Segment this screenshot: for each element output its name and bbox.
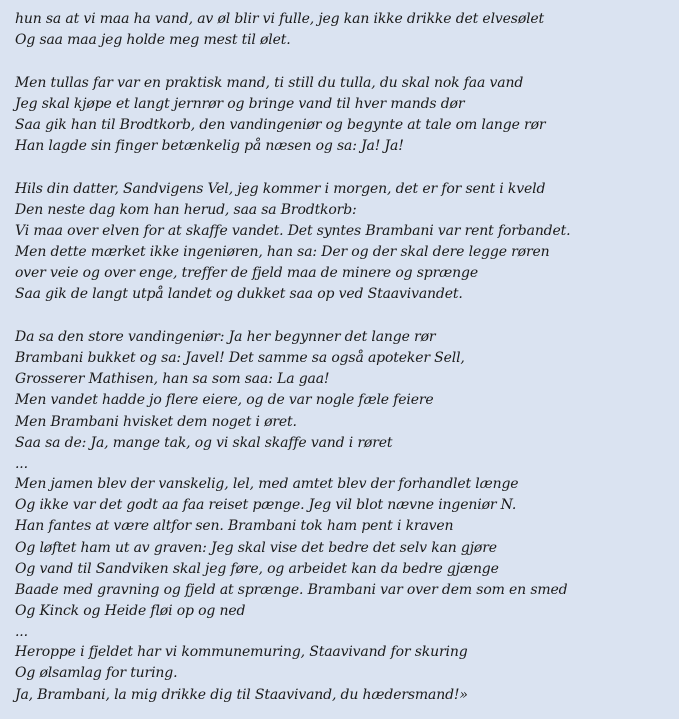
poem-line: Og Kinck og Heide fløi op og ned xyxy=(15,603,246,620)
poem-line: Og ølsamlag for turing. xyxy=(15,665,178,682)
poem-text xyxy=(15,9,670,706)
poem-line: Og løftet ham ut av graven: Jeg skal vise det bedre det selv kan gjøre xyxy=(15,539,497,556)
poem-line: Den neste dag kom han herud, saa sa Brodtkorb: xyxy=(15,201,357,218)
poem-line: Hils din datter, Sandvigens Vel, jeg kommer i morgen, det er for sent i kveld xyxy=(15,180,546,197)
poem-line: over veie og over enge, treffer de fjeld maa de minere og sprænge xyxy=(15,265,478,282)
poem-line: Men Brambani hvisket dem noget i øret. xyxy=(15,413,297,430)
poem-line: Ja, Brambani, la mig drikke dig til Staavivand, du hædersmand!» xyxy=(15,686,468,703)
poem-line: Men dette mærket ikke ingeniøren, han sa: Der og der skal dere legge røren xyxy=(15,244,550,261)
ellipsis-line: ... xyxy=(15,455,28,472)
stanza-gap xyxy=(15,51,670,72)
poem-line: Han fantes at være altfor sen. Brambani tok ham pent i kraven xyxy=(15,518,454,535)
poem-line: Vi maa over elven for at skaffe vandet. Det syntes Brambani var rent forbandet. xyxy=(15,222,571,239)
poem-line: Men vandet hadde jo flere eiere, og de var nogle fæle feiere xyxy=(15,392,434,409)
poem-line: Saa gik han til Brodtkorb, den vandingeniør og begynte at tale om lange rør xyxy=(15,116,546,133)
poem-line: Saa sa de: Ja, mange tak, og vi skal skaffe vand i røret xyxy=(15,434,393,451)
poem-line: Men tullas far var en praktisk mand, ti still du tulla, du skal nok faa vand xyxy=(15,74,524,91)
poem-line: Heroppe i fjeldet har vi kommunemuring, Staavivand for skuring xyxy=(15,644,468,661)
poem-line: Og saa maa jeg holde meg mest til ølet. xyxy=(15,32,291,49)
poem-line: hun sa at vi maa ha vand, av øl blir vi fulle, jeg kan ikke drikke det elvesølet xyxy=(15,11,545,27)
poem-line: Han lagde sin finger betænkelig på næsen og sa: Ja! Ja! xyxy=(15,138,404,155)
poem-line: Grosserer Mathisen, han sa som saa: La gaa! xyxy=(15,371,330,388)
poem-line: Og ikke var det godt aa faa reiset pænge. Jeg vil blot nævne ingeniør N. xyxy=(15,497,517,514)
poem-line: Men jamen blev der vanskelig, lel, med amtet blev der forhandlet længe xyxy=(15,475,519,492)
poem-line: Jeg skal kjøpe et langt jernrør og bringe vand til hver mands dør xyxy=(15,95,465,112)
stanza-gap xyxy=(15,306,670,327)
poem-line: Og vand til Sandviken skal jeg føre, og arbeidet kan da bedre gjænge xyxy=(15,560,499,577)
poem-line: Saa gik de langt utpå landet og dukket saa op ved Staavivandet. xyxy=(15,286,463,303)
poem-line: Baade med gravning og fjeld at sprænge. Brambani var over dem som en smed xyxy=(15,581,568,598)
poem-line: Brambani bukket og sa: Javel! Det samme sa også apoteker Sell, xyxy=(15,350,465,366)
stanza-gap xyxy=(15,157,670,178)
poem-line: Da sa den store vandingeniør: Ja her begynner det lange rør xyxy=(15,328,436,345)
ellipsis-line: ... xyxy=(15,624,28,641)
